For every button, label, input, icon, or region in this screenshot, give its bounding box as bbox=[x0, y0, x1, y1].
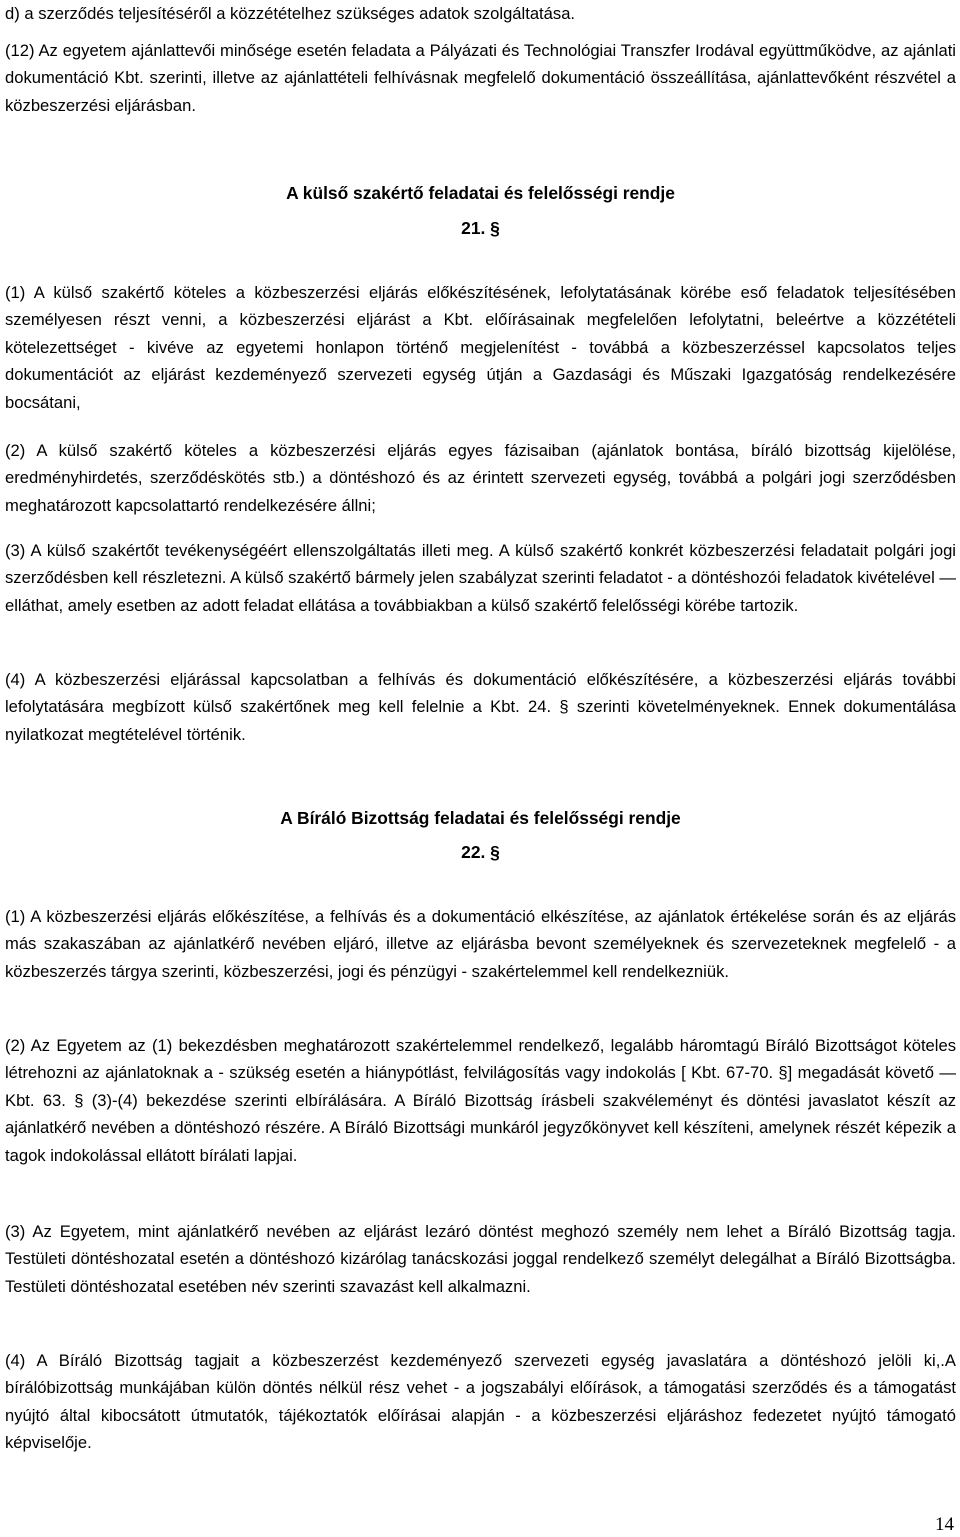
section-22-paragraph-4: (4) A Bíráló Bizottság tagjait a közbeszerzést kezdeményező szervezeti egység javaslatára a döntéshozó jelöli ki,.A bírálóbizottság munkájában külön döntés nélkül rész vehet - a jogszabályi előírások, a támogatási szerződés és a támogatást nyújtó által kibocsátott útmutatók, tájékoztatók előírásai alapján - a közbeszerzési eljáráshoz fedezetet nyújtó támogató képviselője. bbox=[5, 1351, 956, 1453]
list-item-d: d) a szerződés teljesítéséről a közzétételhez szükséges adatok szolgáltatása. bbox=[5, 4, 576, 23]
section-22-paragraph-2: (2) Az Egyetem az (1) bekezdésben meghatározott szakértelemmel rendelkező, legalább háromtagú Bíráló Bizottságot köteles létrehozni az ajánlatoknak a - szükség esetén a hiánypótlást, felvilágosítás vagy indokolás [ Kbt. 67-70. §] megadását követő — Kbt. 63. § (3)-(4) bekezdése szerinti elbírálására. A Bíráló Bizottság írásbeli szakvéleményt és döntési javaslatot készít az ajánlatkérő nevében a döntéshozó részére. A Bíráló Bizottsági munkáról jegyzőkönyvet kell készíteni, amelynek részét képezik a tagok indokolással ellátott bírálati lapjai. bbox=[5, 1036, 956, 1165]
section-21-title: A külső szakértő feladatai és felelősségi rendje bbox=[286, 183, 675, 203]
section-21-paragraph-3: (3) A külső szakértőt tevékenységéért ellenszolgáltatás illeti meg. A külső szakértő konkrét közbeszerzési feladatait polgári jogi szerződésben kell részletezni. A külső szakértő bármely jelen szabályzat szerinti feladatot - a döntéshozói feladatok kivételével — elláthat, amely esetben az adott feladat ellátása a továbbiakban a külső szakértő felelősségi körébe tartozik. bbox=[5, 541, 956, 615]
section-22-title: A Bíráló Bizottság feladatai és felelősségi rendje bbox=[280, 808, 681, 828]
section-22-paragraph-3: (3) Az Egyetem, mint ajánlatkérő nevében az eljárást lezáró döntést meghozó személy nem lehet a Bíráló Bizottság tagja. Testületi döntéshozatal esetén a döntéshozó kizárólag tanácskozási joggal rendelkező személyt delegálhat a Bíráló Bizottságba. Testületi döntéshozatal esetében név szerinti szavazást kell alkalmazni. bbox=[5, 1222, 956, 1296]
section-21-paragraph-1: (1) A külső szakértő köteles a közbeszerzési eljárás előkészítésének, lefolytatásának körébe eső feladatok teljesítésében személyesen részt venni, a közbeszerzési eljárást a Kbt. előírásainak megfelelően lefolytatni, beleértve a közzétételi kötelezettséget - kivéve az egyetemi honlapon történő megjelenítést - továbbá a közbeszerzéssel kapcsolatos teljes dokumentációt az eljárást kezdeményező szervezeti egység útján a Gazdasági és Műszaki Igazgatóság rendelkezésére bocsátani, bbox=[5, 283, 956, 412]
paragraph-12: (12) Az egyetem ajánlattevői minősége esetén feladata a Pályázati és Technológiai Transzfer Irodával együttműködve, az ajánlati dokumentáció Kbt. szerinti, illetve az ajánlattételi felhívásnak megfelelő dokumentáció összeállítása, ajánlattevőként részvétel a közbeszerzési eljárásban. bbox=[5, 41, 956, 115]
section-22-paragraph-1: (1) A közbeszerzési eljárás előkészítése, a felhívás és a dokumentáció elkészítése, az ajánlatok értékelése során és az eljárás más szakaszában az ajánlatkérő nevében eljáró, illetve az eljárásba bevont személyeknek és szervezeteknek megfelelő - a közbeszerzés tárgya szerinti, közbeszerzési, jogi és pénzügyi - szakértelemmel kell rendelkezniük. bbox=[5, 907, 956, 981]
page-number: 14 bbox=[935, 1514, 954, 1535]
section-21-paragraph-2: (2) A külső szakértő köteles a közbeszerzési eljárás egyes fázisaiban (ajánlatok bontása, bíráló bizottság kijelölése, eredményhirdetés, szerződéskötés stb.) a döntéshozó és az érintett szervezeti egység, továbbá a polgári jogi szerződésben meghatározott kapcsolattartó rendelkezésére állni; bbox=[5, 441, 956, 515]
section-21-number: 21. § bbox=[461, 218, 500, 238]
section-22-number: 22. § bbox=[461, 842, 500, 862]
section-21-paragraph-4: (4) A közbeszerzési eljárással kapcsolatban a felhívás és dokumentáció előkészítésére, a közbeszerzési eljárás további lefolytatására megbízott külső szakértőnek meg kell felelnie a Kbt. 24. § szerinti követelményeknek. Ennek dokumentálása nyilatkozat megtételével történik. bbox=[5, 670, 956, 744]
